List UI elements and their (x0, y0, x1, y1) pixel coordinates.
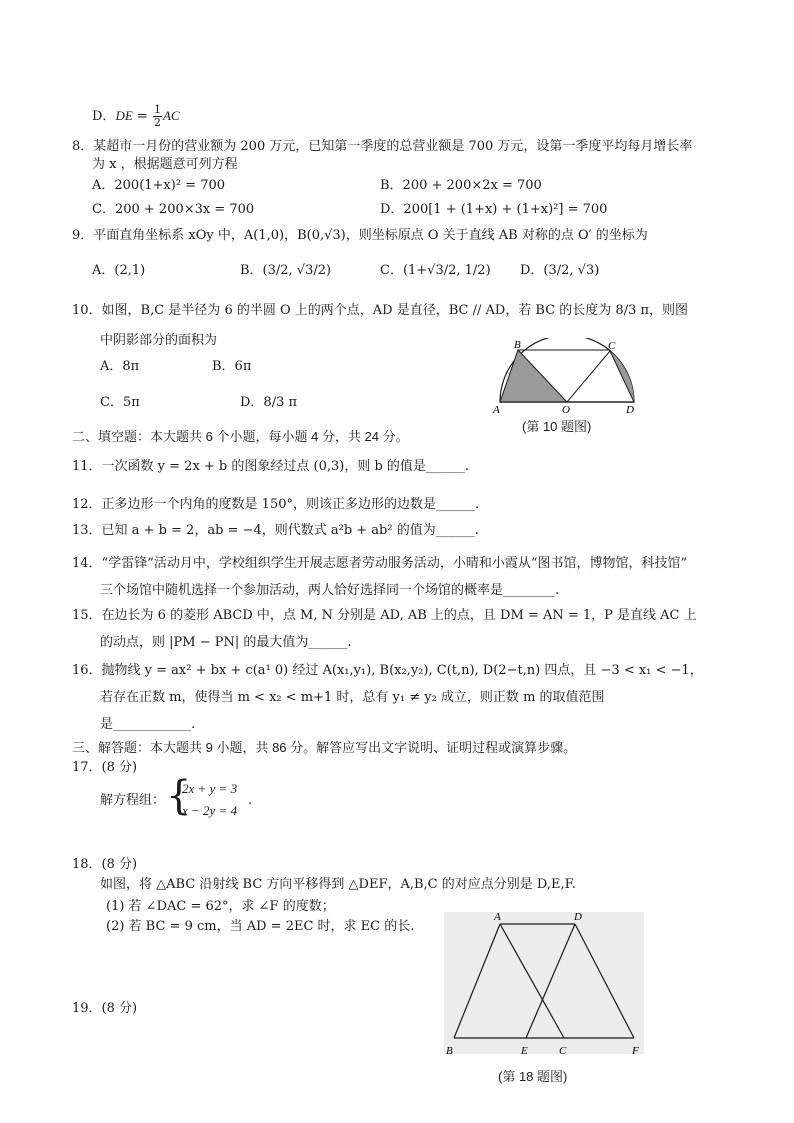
q18-label-a: A (494, 911, 501, 923)
q10-label-b: B (514, 339, 521, 351)
q13-text: 13．已知 a + b = 2，ab = −4，则代数式 a²b + ab² 的值为______. (72, 523, 479, 538)
q10-option-b: B．6π (212, 359, 252, 374)
q17-head: 17．(8 分) (72, 760, 138, 775)
q18-label-f: F (632, 1045, 639, 1057)
q10-option-a: A．8π (100, 359, 140, 374)
q8-option-b: B．200 + 200×2x = 700 (380, 178, 542, 193)
q12-text: 12．正多边形一个内角的度数是 150°，则该正多边形的边数是______. (72, 497, 480, 512)
q8-option-c: C．200 + 200×3x = 700 (92, 202, 255, 217)
q8-option-d: D．200[1 + (1+x) + (1+x)²] = 700 (380, 202, 608, 217)
q9-option-a: A．(2,1) (92, 263, 146, 278)
q14-line1: 14．“学雷锋”活动月中，学校组织学生开展志愿者劳动服务活动，小晴和小霞从“图书馆，博物馆，科技馆” (72, 556, 688, 571)
q10-stem-line2: 中阴影部分的面积为 (100, 333, 218, 348)
q18-label-d: D (574, 911, 582, 923)
q10-label-a: A (493, 404, 500, 416)
q15-line2: 的动点，则 |PM − PN| 的最大值为______. (100, 635, 352, 650)
q8-stem-line2: 为 x ，根据题意可列方程 (92, 157, 238, 172)
q16-line2: 若存在正数 m，使得当 m < x₂ < m+1 时，总有 y₁ ≠ y₂ 成立，则正数 m 的取值范围 (100, 690, 605, 705)
q8-stem-line1: 8．某超市一月份的营业额为 200 万元，已知第一季度的总营业额是 700 万元，设第一季度平均每月增长率 (72, 139, 693, 154)
q10-label-c: C (608, 340, 616, 352)
q17-eq2: x − 2y = 4 (182, 803, 238, 818)
q18-label-e: E (521, 1045, 528, 1057)
q8-option-a: A．200(1+x)² = 700 (92, 178, 226, 193)
q18-head: 18．(8 分) (72, 857, 138, 872)
q18-part2: (2) 若 BC = 9 cm，当 AD = 2EC 时，求 EC 的长. (106, 919, 415, 934)
q10-caption: (第 10 题图) (522, 419, 592, 434)
q17-period: . (248, 793, 253, 808)
q10-label-d: D (626, 404, 634, 416)
q10-figure (488, 338, 646, 418)
section2-title: 二、填空题：本大题共 6 个小题，每小题 4 分，共 24 分。 (72, 429, 409, 444)
q18-label-c: C (559, 1045, 567, 1057)
q16-line3: 是____________. (100, 717, 196, 732)
q17-prompt: 解方程组： (100, 793, 166, 808)
q7-option-d: D．DE = $\frac{1}{2}$ AC (92, 103, 180, 129)
q11-text: 11．一次函数 y = 2x + b 的图象经过点 (0,3)，则 b 的值是______. (72, 459, 470, 474)
q18-label-b: B (446, 1045, 453, 1057)
q15-line1: 15．在边长为 6 的菱形 ABCD 中，点 M, N 分别是 AD, AB 上的点，且 DM = AN = 1，P 是直线 AC 上 (72, 608, 697, 623)
q9-option-c: C．(1+√3/2, 1/2) (380, 263, 491, 278)
q18-figure (444, 908, 644, 1058)
q18-part1: (1) 若 ∠DAC = 62°，求 ∠F 的度数； (106, 899, 335, 914)
q9-option-b: B．(3/2, √3/2) (240, 263, 332, 278)
q9-option-d: D．(3/2, √3) (520, 263, 600, 278)
q16-line1: 16．抛物线 y = ax² + bx + c(a¹ 0) 经过 A(x₁,y₁), B(x₂,y₂), C(t,n), D(2−t,n) 四点，且 −3 < x₁ < −1， (72, 663, 703, 678)
q18-stem: 如图，将 △ABC 沿射线 BC 方向平移得到 △DEF，A,B,C 的对应点分别是 D,E,F. (100, 877, 576, 892)
section3-title: 三、解答题：本大题共 9 小题，共 86 分。解答应写出文字说明、证明过程或演算步骤。 (72, 740, 577, 755)
q10-option-c: C．5π (100, 395, 140, 410)
q10-stem-line1: 10．如图，B,C 是半径为 6 的半圆 O 上的两个点，AD 是直径，BC // AD，若 BC 的长度为 8/3 π，则图 (72, 303, 689, 318)
q17-brace: { (166, 773, 192, 819)
q9-stem: 9．平面直角坐标系 xOy 中，A(1,0)，B(0,√3)，则坐标原点 O 关于直线 AB 对称的点 O′ 的坐标为 (72, 228, 648, 243)
q10-option-d: D．8/3 π (240, 395, 298, 410)
q18-caption: (第 18 题图) (498, 1069, 568, 1084)
q14-line2: 三个场馆中随机选择一个参加活动，两人恰好选择同一个场馆的概率是________. (100, 583, 560, 598)
q19-head: 19．(8 分) (72, 1001, 138, 1016)
q17-eq1: 2x + y = 3 (182, 781, 238, 796)
q10-label-o: O (562, 404, 570, 416)
